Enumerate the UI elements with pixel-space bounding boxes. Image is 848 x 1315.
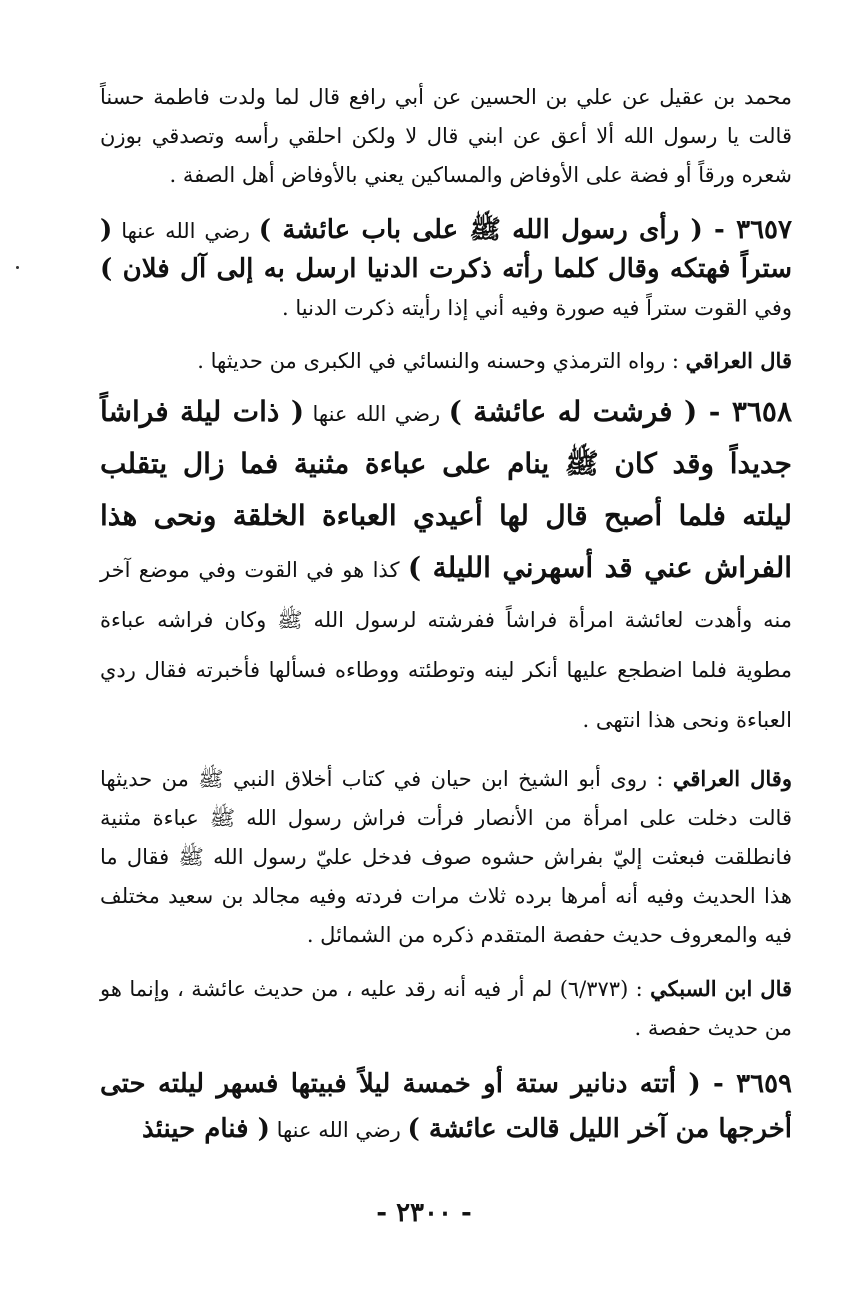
intro-paragraph: محمد بن عقيل عن علي بن الحسين عن أبي رافع قال لما ولدت فاطمة حسناً قالت يا رسول الله ألا أعق عن ابني قال لا ولكن احلقي رأسه وتصدقي بوزن شعره ورقاً أو فضة على الأوفاض والمساكين يعني بالأوفاض أهل الصفة . bbox=[100, 85, 792, 187]
hadith-number: ٣٦٥٨ - bbox=[697, 395, 792, 428]
page-number: - ٢٣٠٠ - bbox=[376, 1198, 472, 1228]
hadith-text: ( رأى رسول الله ﷺ على باب عائشة ) bbox=[258, 215, 703, 245]
iraqi-note-1 bbox=[100, 341, 792, 381]
note-label: قال ابن السبكي bbox=[650, 976, 793, 1001]
subki-note bbox=[100, 969, 792, 1048]
iraqi-note-2 bbox=[100, 759, 792, 955]
hadith-text: ( فنام حينئذ bbox=[141, 1114, 270, 1144]
hadith-text: ( أتته دنانير ستة أو خمسة ليلاً فبيتها فسهر ليلته حتى أخرجها من آخر الليل قالت عائشة ) bbox=[100, 1069, 792, 1144]
hadith-commentary: رضي الله عنها bbox=[269, 1118, 408, 1142]
hadith-number: ٣٦٥٧ - bbox=[702, 215, 792, 245]
hadith-commentary: وفي القوت ستراً فيه صورة وفيه أني إذا رأيته ذكرت الدنيا . bbox=[281, 296, 792, 320]
hadith-3658 bbox=[100, 387, 792, 745]
hadith-number: ٣٦٥٩ - bbox=[700, 1069, 792, 1099]
hadith-text: ( ذات ليلة فراشاً جديداً وقد كان ﷺ ينام على عباءة مثنية فما زال يتقلب ليلته فلما أصبح قال لها أعيدي العباءة الخلقة ونحى هذا الفراش عني قد أسهرني الليلة ) bbox=[100, 395, 793, 584]
hadith-3659 bbox=[100, 1062, 792, 1152]
note-text: : رواه الترمذي وحسنه والنسائي في الكبرى من حديثها . bbox=[197, 349, 686, 373]
book-page bbox=[100, 78, 792, 1152]
note-text: : روى أبو الشيخ ابن حيان في كتاب أخلاق النبي ﷺ من حديثها قالت دخلت على امرأة من الأنصار فرأت فراش رسول الله ﷺ عباءة مثنية فانطلقت فبعثت إليّ بفراش حشوه صوف فدخل عليّ رسول الله ﷺ فقال ما هذا الحديث وفيه أنه أمرها برده ثلاث مرات فردته وفيه مجالد بن سعيد مختلف فيه والمعروف حديث حفصة المتقدم ذكره من الشمائل . bbox=[100, 767, 792, 947]
hadith-commentary: كذا هو في القوت وفي موضع آخر منه وأهدت لعائشة امرأة فراشاً ففرشته لرسول الله ﷺ وكان فراشه عباءة مطوية فلما اضطجع عليها أنكر لينه وتوطئته ووطاءه فسألها فأخبرته فقال ردي العباءة ونحى هذا انتهى . bbox=[100, 558, 792, 732]
hadith-commentary: رضي الله عنها bbox=[112, 219, 259, 243]
hadith-commentary: رضي الله عنها bbox=[304, 402, 449, 426]
hadith-3657 bbox=[100, 211, 792, 327]
note-label: وقال العراقي bbox=[672, 766, 792, 791]
hadith-text: ( فرشت له عائشة ) bbox=[448, 395, 698, 428]
scan-mark bbox=[16, 266, 19, 269]
note-text: : (٦/٣٧٣) لم أر فيه أنه رقد عليه ، من حديث عائشة ، وإنما هو من حديث حفصة . bbox=[100, 977, 792, 1040]
note-label: قال العراقي bbox=[685, 348, 792, 373]
hadith-text: ( ستراً فهتكه وقال كلما رأته ذكرت الدنيا ارسل به إلى آل فلان ) bbox=[100, 215, 792, 284]
